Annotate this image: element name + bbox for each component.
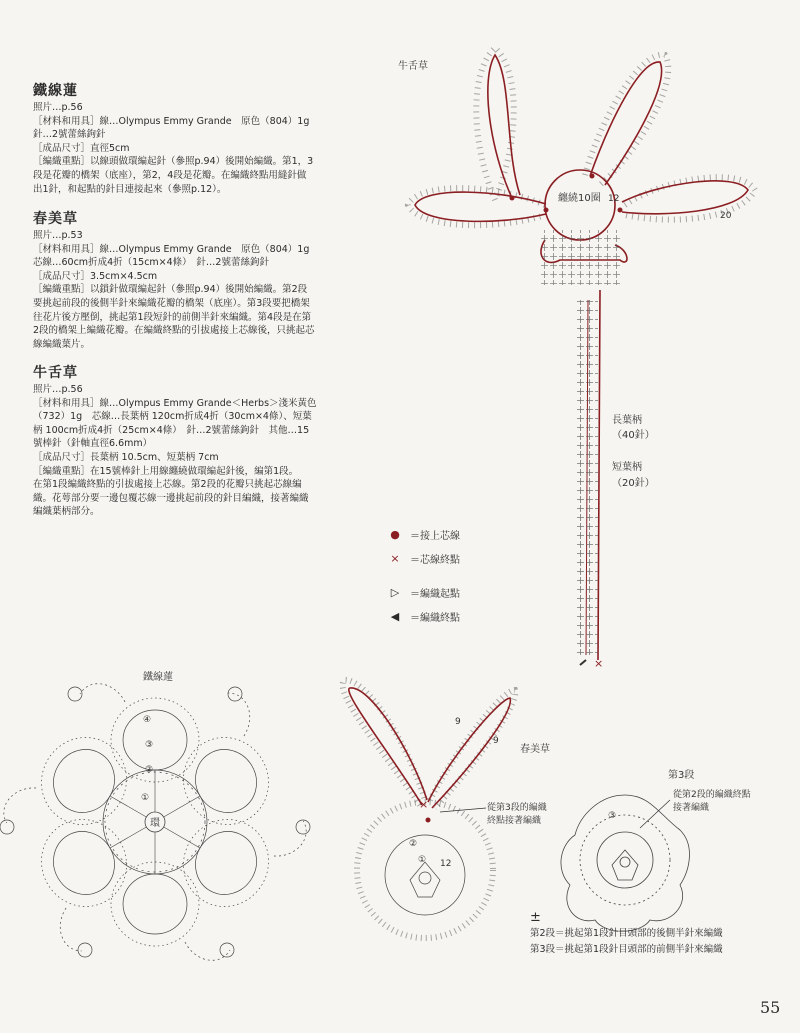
- dot-icon: ●: [390, 527, 400, 541]
- row-marker: ①: [418, 855, 427, 865]
- petal-top: [488, 55, 520, 198]
- row-marker: ②: [145, 765, 154, 775]
- end-mark: ×: [594, 657, 604, 670]
- stem-core: [598, 290, 600, 660]
- text-line: （732）1g 芯線…長葉柄 120cm折成4折（30cm×4條）、短葉: [33, 411, 312, 423]
- legend-item: [388, 604, 460, 628]
- number-label: 9: [455, 717, 461, 727]
- text-line: 照片…p.56: [33, 102, 83, 113]
- diagram-title-chunmeicao: 春美草: [520, 744, 550, 755]
- petal-right: [622, 181, 748, 214]
- text-line: ［成品尺寸］長葉柄 10.5cm、短葉柄 7cm: [33, 451, 219, 463]
- text-line: ［編織重點］在15號棒針上用線纏繞做環編起針後，編第1段。: [33, 465, 299, 477]
- center-ring: [545, 170, 615, 240]
- end-arrow-icon: ◀: [390, 609, 400, 623]
- legend-text: ＝編織終點: [410, 612, 460, 624]
- text-line: 號棒針（針軸直徑6.6mm）: [33, 438, 153, 450]
- number-label: 9: [493, 736, 499, 746]
- legend-item: [388, 580, 460, 604]
- leaf-left: [349, 688, 427, 805]
- text-line: 往花片後方壓倒，挑起第1段短針的前側半針來編織。第4段是在第: [33, 311, 312, 323]
- start-arrow-icon: ▷: [390, 585, 400, 599]
- stitch-notes: [530, 910, 723, 958]
- section-title: 牛舌草: [33, 365, 78, 381]
- text-line: 2段的橋架上編織花瓣。在編織終點的引拔處接上芯線後，只挑起芯: [33, 325, 315, 337]
- row-marker: ③: [145, 740, 154, 750]
- text-line: ［編織重點］以鎖針做環編起針（參照p.94）後開始編織。第2段: [33, 284, 308, 296]
- petal-left: [415, 192, 546, 221]
- long-stem-label: 長葉柄: [612, 415, 642, 426]
- row-marker: ①: [141, 793, 150, 803]
- row3-diagram: [561, 768, 751, 931]
- short-stem-count: （20針）: [612, 478, 655, 489]
- stitch-note-row2: 第2段＝挑起第1段針目頭部的後側半針來編織: [530, 928, 723, 939]
- text-line: 段是花瓣的橋架（底座），第2，4段是花瓣。在編織終點用縫針做: [33, 169, 307, 181]
- row-marker: ③: [608, 811, 617, 821]
- text-line: 在第1段編織終點的引拔處接上芯線。第2段的花瓣只挑起芯線編: [33, 479, 302, 491]
- stitch-symbol: ±: [530, 910, 541, 925]
- row-marker: ②: [409, 839, 418, 849]
- ring-count-label: 纏繞10圈: [558, 193, 601, 204]
- section-title: 春美草: [33, 211, 78, 227]
- text-line: ［編織重點］以線頭做環編起針（參照p.94）後開始編織。第1，3: [33, 156, 314, 168]
- core-start: ×: [419, 798, 429, 811]
- short-stem-label: 短葉柄: [612, 462, 642, 473]
- text-line: 照片…p.53: [33, 230, 83, 241]
- text-line: 針…2號蕾絲鉤針: [33, 129, 106, 141]
- cross-icon: ×: [390, 551, 400, 565]
- text-line: 織。花萼部分要一邊包覆芯線一邊挑起前段的針目編織，接著編織: [33, 492, 309, 504]
- note-from-row2: 從第2段的編織終點: [673, 790, 751, 800]
- text-line: 線編織葉片。: [33, 338, 91, 350]
- legend-text: ＝芯線終點: [410, 554, 460, 566]
- page-number: 55: [760, 998, 781, 1017]
- ring-label: 環: [150, 818, 160, 829]
- symbol-legend: [388, 522, 460, 628]
- note-from-row3: 從第3段的編織: [487, 803, 547, 813]
- stitch-note-row3: 第3段＝挑起第1段針目頭部的前側半針來編織: [530, 944, 723, 955]
- long-stem-count: （40針）: [612, 430, 655, 441]
- number-label: 12: [608, 194, 620, 204]
- section-title: 鐵線蓮: [33, 83, 78, 99]
- text-line: 芯線…60cm折成4折（15cm×4條） 針…2號蕾絲鉤針: [33, 257, 269, 269]
- row3-title: 第3段: [668, 770, 695, 781]
- legend-text: ＝接上芯線: [410, 530, 460, 542]
- number-label: 20: [720, 211, 732, 221]
- number-label: 12: [440, 859, 452, 869]
- text-line: 出1針，和起點的針目連接起來（參照p.12）。: [33, 183, 227, 195]
- text-line: 柄 100cm折成4折（25cm×4條） 針…2號蕾絲鉤針 其他…15: [33, 424, 310, 436]
- chunmeicao-diagram: [343, 680, 550, 938]
- text-line: 編織葉柄部分。: [33, 506, 100, 518]
- tiexianlian-diagram: [0, 670, 312, 960]
- text-line: ［材料和用具］線…Olympus Emmy Grande 原色（804）1g: [33, 243, 310, 255]
- legend-text: ＝編織起點: [410, 588, 460, 600]
- text-line: ［材料和用具］線…Olympus Emmy Grande 原色（804）1g: [33, 115, 310, 127]
- row-marker: ④: [143, 715, 152, 725]
- diagram-title-niushecao: 牛舌草: [398, 61, 428, 72]
- text-line: 照片…p.56: [33, 384, 83, 395]
- text-line: ［材料和用具］線…Olympus Emmy Grande＜Herbs＞淺米黃色: [33, 397, 317, 409]
- text-line: ［成品尺寸］直徑5cm: [33, 142, 130, 154]
- leaf-right: [428, 698, 510, 808]
- text-line: 要挑起前段的後側半針來編織花瓣的橋架（底座）。第3段要把橋架: [33, 297, 310, 309]
- note-from-row3: 終點接著編織: [487, 816, 542, 826]
- text-line: ［成品尺寸］3.5cm×4.5cm: [33, 270, 158, 282]
- note-from-row2: 接著編織: [673, 803, 710, 813]
- legend-item: [388, 522, 460, 546]
- legend-item: [388, 546, 460, 570]
- diagram-title-tiexianlian: 鐵線蓮: [143, 672, 173, 683]
